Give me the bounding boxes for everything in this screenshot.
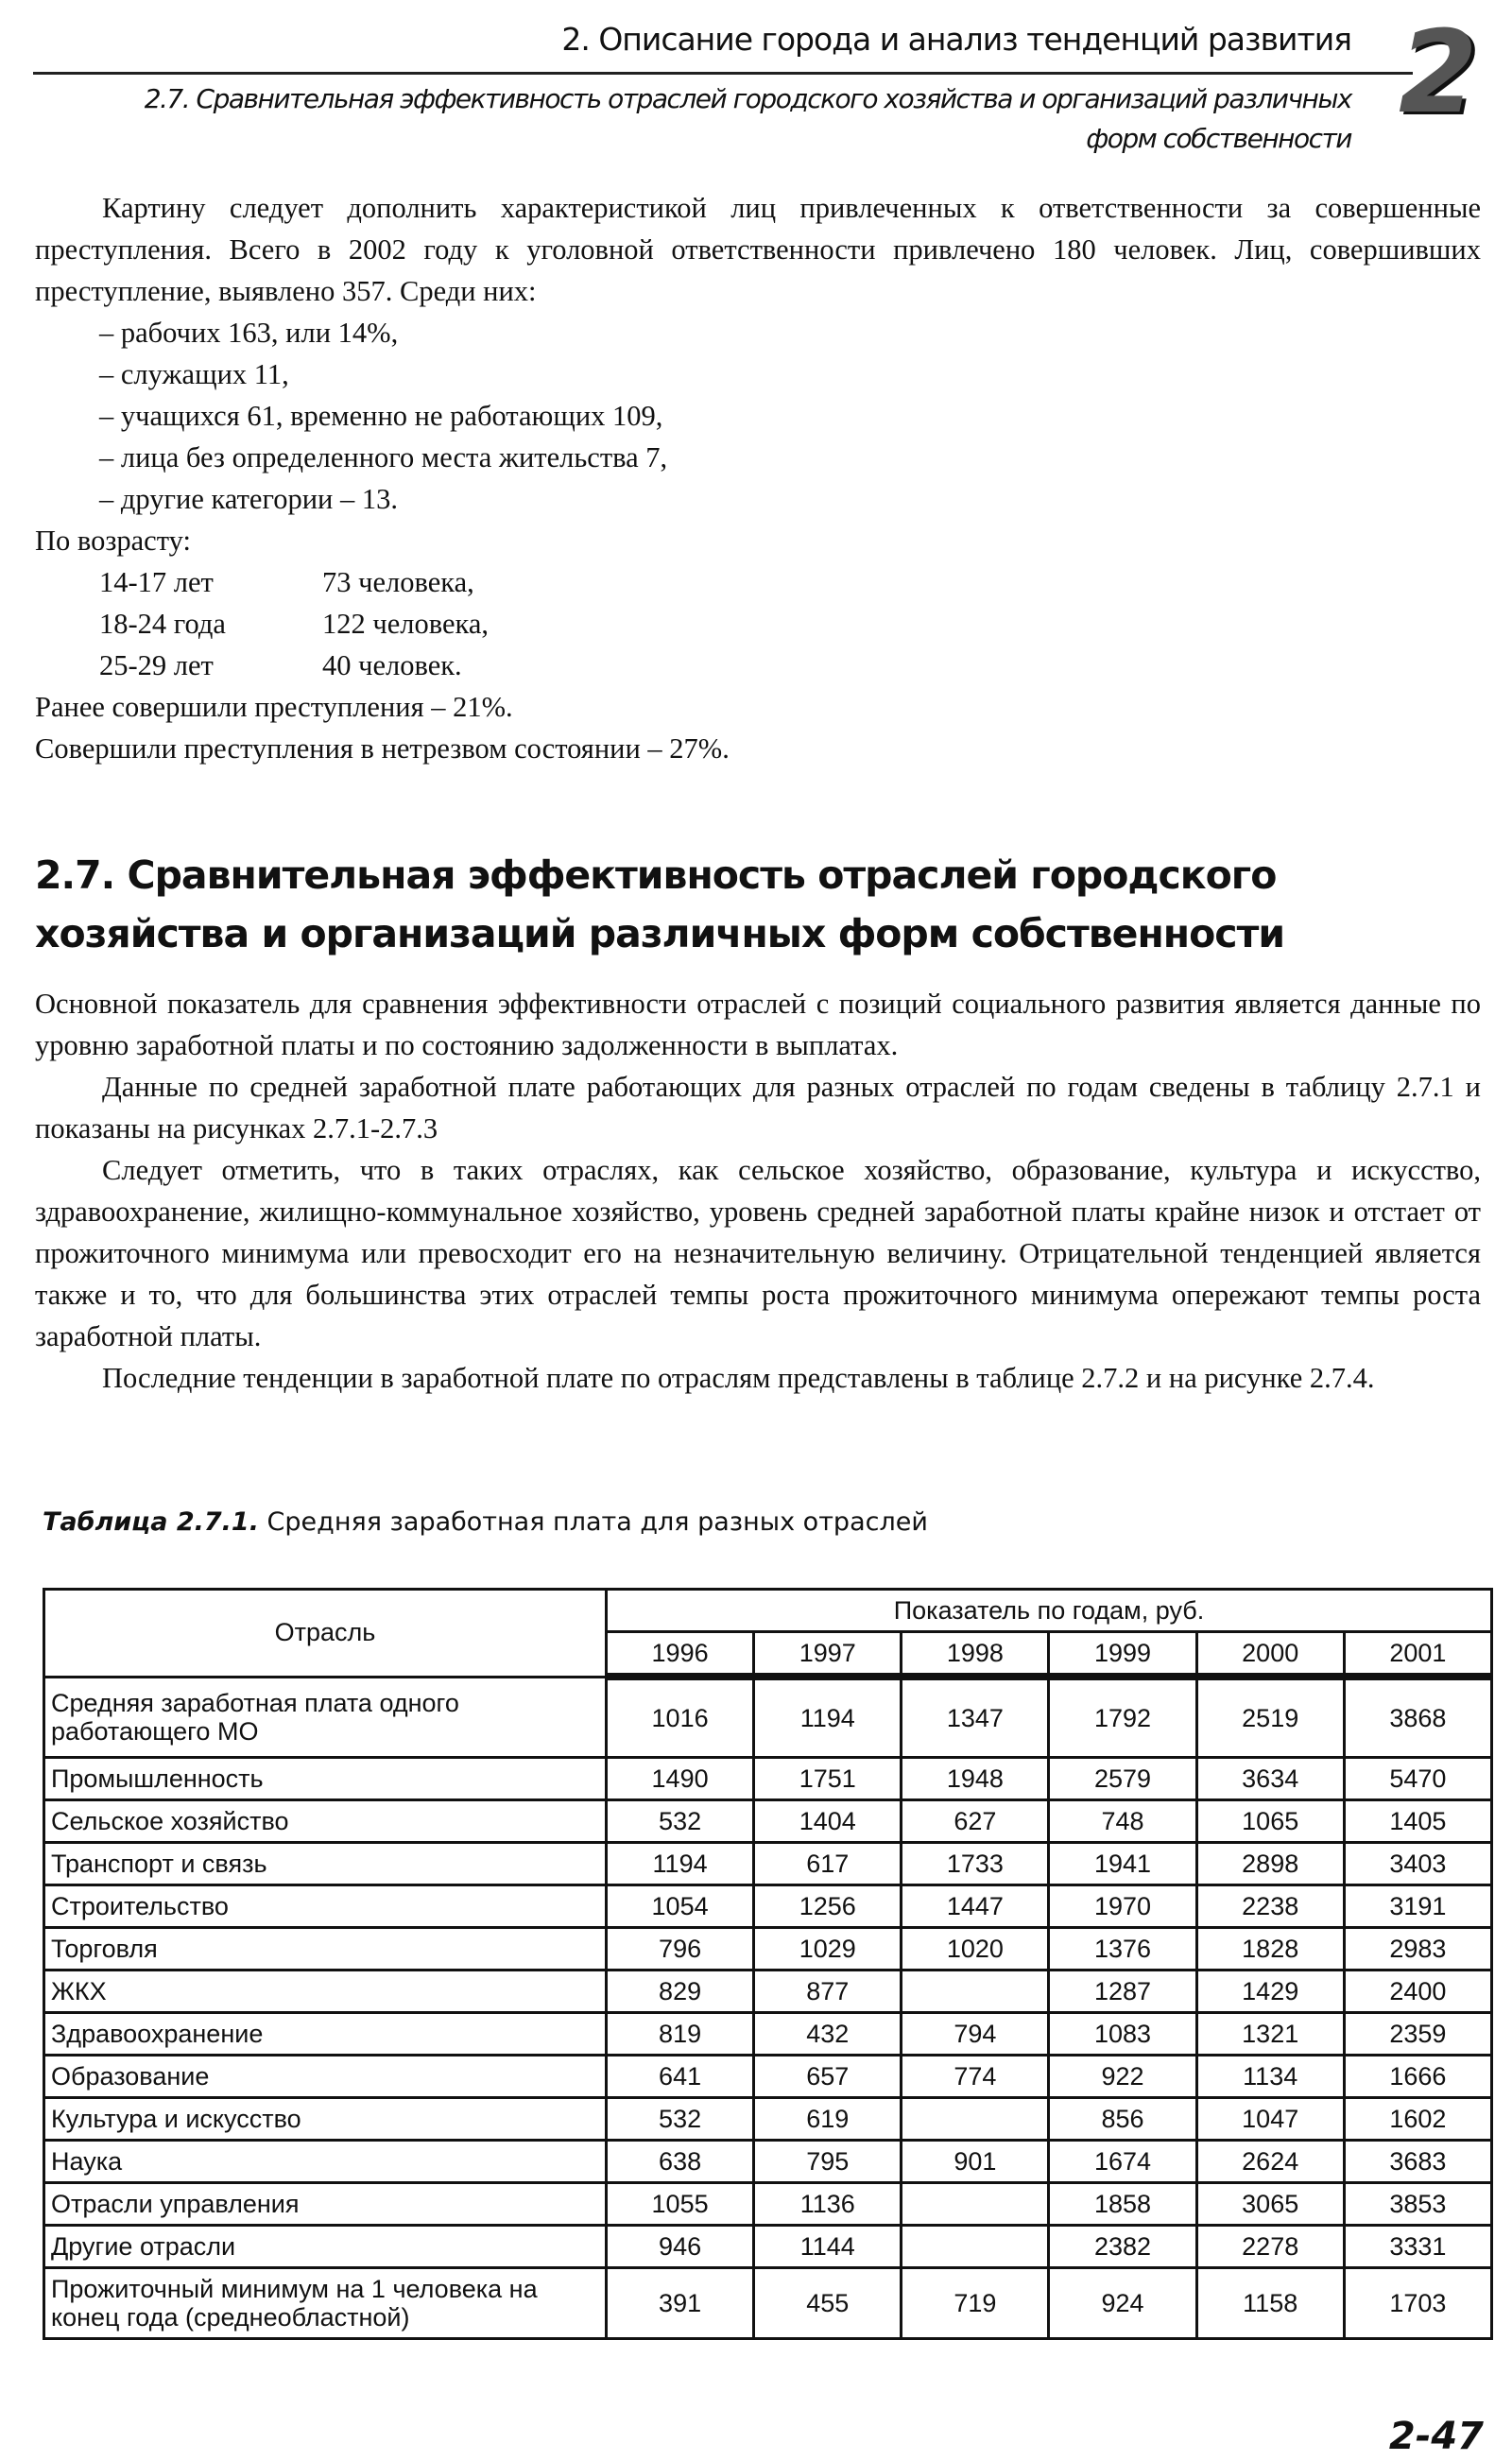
table-row: [44, 2098, 1492, 2141]
salary-table: [43, 1588, 1493, 2340]
running-header-section: 2.7. Сравнительная эффективность отраслей городского хозяйства и организаций различных форм собственности: [144, 83, 1351, 154]
paragraph: Оcновной показатель для сравнения эффективности отраслей с позиций социального развития является данные по уровню заработной платы и по состоянию задолженности в выплатах.: [35, 988, 1481, 1061]
list-item: – учащихся 61, временно не работающих 109,: [99, 400, 663, 432]
age-count: 122 человека,: [322, 608, 490, 640]
table-row: [44, 1971, 1492, 2013]
age-row: [35, 603, 1481, 645]
cell-value: 1287: [1049, 1971, 1196, 2013]
cell-value: 829: [607, 1971, 754, 2013]
cell-value: 1429: [1196, 1971, 1344, 2013]
running-header-chapter: 2. Описание города и анализ тенденций развития: [561, 21, 1351, 58]
cell-value: 1194: [607, 1843, 754, 1885]
cell-value: 532: [607, 2098, 754, 2141]
cell-value: 432: [754, 2013, 902, 2056]
cell-value: 2624: [1196, 2141, 1344, 2183]
table-row: [44, 2226, 1492, 2268]
cell-value: 1948: [902, 1758, 1049, 1800]
year-header: 1997: [754, 1632, 902, 1678]
cell-value: 795: [754, 2141, 902, 2183]
table-row: [44, 2141, 1492, 2183]
table-caption: [43, 1507, 928, 1537]
cell-value: 924: [1049, 2268, 1196, 2339]
header-rule: [33, 72, 1413, 75]
cell-value: 1703: [1344, 2268, 1491, 2339]
cell-value: [902, 2098, 1049, 2141]
cell-value: 1136: [754, 2183, 902, 2226]
row-label: Сельское хозяйство: [44, 1800, 607, 1843]
year-header: 2001: [1344, 1632, 1491, 1678]
chapter-mark-logo: 2: [1399, 8, 1478, 139]
cell-value: 1858: [1049, 2183, 1196, 2226]
row-label: Промышленность: [44, 1758, 607, 1800]
cell-value: 796: [607, 1928, 754, 1971]
cell-value: 774: [902, 2056, 1049, 2098]
cell-value: 3065: [1196, 2183, 1344, 2226]
paragraph: Последние тенденции в заработной плате по отраслям представлены в таблице 2.7.2 и на рисунке 2.7.4.: [102, 1362, 1375, 1394]
cell-value: 877: [754, 1971, 902, 2013]
table-row: [44, 1758, 1492, 1800]
cell-value: 3868: [1344, 1677, 1491, 1758]
row-label: Средняя заработная плата одного работающего МО: [44, 1677, 607, 1758]
cell-value: 794: [902, 2013, 1049, 2056]
table-row: [44, 1843, 1492, 1885]
year-header: 1996: [607, 1632, 754, 1678]
cell-value: 1256: [754, 1885, 902, 1928]
age-label: По возрасту:: [35, 525, 191, 557]
cell-value: 719: [902, 2268, 1049, 2339]
cell-value: 3331: [1344, 2226, 1491, 2268]
list-item: – служащих 11,: [99, 358, 289, 390]
age-count: 40 человек.: [322, 649, 462, 681]
row-label: Другие отрасли: [44, 2226, 607, 2268]
page-number: 2-47: [1388, 2415, 1484, 2458]
intro-block: [35, 187, 1481, 769]
row-label: Строительство: [44, 1885, 607, 1928]
year-header: 1998: [902, 1632, 1049, 1678]
row-label: Здравоохранение: [44, 2013, 607, 2056]
cell-value: 5470: [1344, 1758, 1491, 1800]
row-label: Прожиточный минимум на 1 человека на конец года (среднеобластной): [44, 2268, 607, 2339]
cell-value: 1602: [1344, 2098, 1491, 2141]
cell-value: 619: [754, 2098, 902, 2141]
list-item: – рабочих 163, или 14%,: [99, 317, 399, 349]
table-row: [44, 2056, 1492, 2098]
cell-value: 627: [902, 1800, 1049, 1843]
cell-value: 1941: [1049, 1843, 1196, 1885]
cell-value: 2278: [1196, 2226, 1344, 2268]
cell-value: 2359: [1344, 2013, 1491, 2056]
row-label: Отрасли управления: [44, 2183, 607, 2226]
cell-value: 3634: [1196, 1758, 1344, 1800]
paragraph: Данные по средней заработной плате работающих для разных отраслей по годам сведены в таблицу 2.7.1 и показаны на рисунках 2.7.1-2.7.3: [35, 1071, 1481, 1144]
cell-value: 1020: [902, 1928, 1049, 1971]
cell-value: 1751: [754, 1758, 902, 1800]
age-range: 18-24 года: [99, 608, 226, 640]
list-item: – другие категории – 13.: [99, 483, 398, 515]
table-row: [44, 1928, 1492, 1971]
cell-value: 819: [607, 2013, 754, 2056]
row-label: Транспорт и связь: [44, 1843, 607, 1885]
cell-value: 1016: [607, 1677, 754, 1758]
paragraph: Следует отметить, что в таких отраслях, как сельское хозяйство, образование, культура и искусство, здравоохранение, жилищно-коммунальное хозяйство, уровень средней заработной платы крайне низок и отстает от прожиточного минимума или превосходит его на незначительную величину. Отрицательной тенденцией является также и то, что для большинства этих отраслей темпы роста прожиточного минимума опережают темпы роста заработной платы.: [35, 1154, 1481, 1352]
cell-value: 1347: [902, 1677, 1049, 1758]
cell-value: 1054: [607, 1885, 754, 1928]
cell-value: 1158: [1196, 2268, 1344, 2339]
cell-value: 1405: [1344, 1800, 1491, 1843]
row-label: Торговля: [44, 1928, 607, 1971]
cell-value: 3683: [1344, 2141, 1491, 2183]
cell-value: 1792: [1049, 1677, 1196, 1758]
cell-value: 455: [754, 2268, 902, 2339]
cell-value: 1047: [1196, 2098, 1344, 2141]
age-row: [35, 561, 1481, 603]
year-header: 2000: [1196, 1632, 1344, 1678]
cell-value: 1490: [607, 1758, 754, 1800]
age-range: 14-17 лет: [99, 566, 214, 598]
row-label: Наука: [44, 2141, 607, 2183]
cell-value: 922: [1049, 2056, 1196, 2098]
cell-value: 2519: [1196, 1677, 1344, 1758]
cell-value: 1666: [1344, 2056, 1491, 2098]
cell-value: [902, 2226, 1049, 2268]
section-body: [35, 983, 1481, 1399]
cell-value: 2400: [1344, 1971, 1491, 2013]
cell-value: 748: [1049, 1800, 1196, 1843]
cell-value: 1376: [1049, 1928, 1196, 1971]
cell-value: 1083: [1049, 2013, 1196, 2056]
cell-value: 1970: [1049, 1885, 1196, 1928]
cell-value: [902, 2183, 1049, 2226]
row-label: Образование: [44, 2056, 607, 2098]
cell-value: 946: [607, 2226, 754, 2268]
cell-value: 1674: [1049, 2141, 1196, 2183]
cell-value: 391: [607, 2268, 754, 2339]
table-row: [44, 2183, 1492, 2226]
intro-paragraph: Картину следует дополнить характеристикой лиц привлеченных к ответственности за совершенные преступления. Всего в 2002 году к уголовной ответственности привлечено 180 человек. Лиц, совершивших преступление, выявлено 357. Среди них:: [35, 192, 1481, 307]
cell-value: [902, 1971, 1049, 2013]
cell-value: 1055: [607, 2183, 754, 2226]
cell-value: 856: [1049, 2098, 1196, 2141]
cell-value: 2898: [1196, 1843, 1344, 1885]
year-header: 1999: [1049, 1632, 1196, 1678]
cell-value: 1065: [1196, 1800, 1344, 1843]
intro-list: [35, 312, 1481, 520]
cell-value: 657: [754, 2056, 902, 2098]
cell-value: 2238: [1196, 1885, 1344, 1928]
cell-value: 1134: [1196, 2056, 1344, 2098]
cell-value: 1144: [754, 2226, 902, 2268]
cell-value: 1828: [1196, 1928, 1344, 1971]
cell-value: 2579: [1049, 1758, 1196, 1800]
cell-value: 2382: [1049, 2226, 1196, 2268]
table-row: [44, 1800, 1492, 1843]
section-heading: 2.7. Сравнительная эффективность отраслей городского хозяйства и организаций различных форм собственности: [35, 852, 1285, 956]
cell-value: 1194: [754, 1677, 902, 1758]
cell-value: 641: [607, 2056, 754, 2098]
cell-value: 1404: [754, 1800, 902, 1843]
age-row: [35, 645, 1481, 686]
cell-value: 638: [607, 2141, 754, 2183]
table-caption-text: Средняя заработная плата для разных отраслей: [266, 1507, 928, 1537]
cell-value: 1029: [754, 1928, 902, 1971]
drunk-offenders: Совершили преступления в нетрезвом состоянии – 27%.: [35, 732, 730, 765]
cell-value: 1321: [1196, 2013, 1344, 2056]
table-caption-label: Таблица 2.7.1.: [43, 1507, 259, 1537]
cell-value: 532: [607, 1800, 754, 1843]
cell-value: 617: [754, 1843, 902, 1885]
cell-value: 3853: [1344, 2183, 1491, 2226]
table-row: [44, 1885, 1492, 1928]
table-row: [44, 2013, 1492, 2056]
age-range: 25-29 лет: [99, 649, 214, 681]
cell-value: 1447: [902, 1885, 1049, 1928]
cell-value: 3191: [1344, 1885, 1491, 1928]
column-header-industry: Отрасль: [44, 1590, 607, 1678]
row-label: Культура и искусство: [44, 2098, 607, 2141]
table-row: [44, 2268, 1492, 2339]
row-label: ЖКХ: [44, 1971, 607, 2013]
table-row: [44, 1677, 1492, 1758]
cell-value: 3403: [1344, 1843, 1491, 1885]
list-item: – лица без определенного места жительства 7,: [99, 441, 668, 473]
cell-value: 1733: [902, 1843, 1049, 1885]
age-count: 73 человека,: [322, 566, 474, 598]
age-list: [35, 561, 1481, 686]
repeat-offenders: Ранее совершили преступления – 21%.: [35, 691, 513, 723]
column-group-header: Показатель по годам, руб.: [607, 1590, 1492, 1632]
cell-value: 2983: [1344, 1928, 1491, 1971]
cell-value: 901: [902, 2141, 1049, 2183]
